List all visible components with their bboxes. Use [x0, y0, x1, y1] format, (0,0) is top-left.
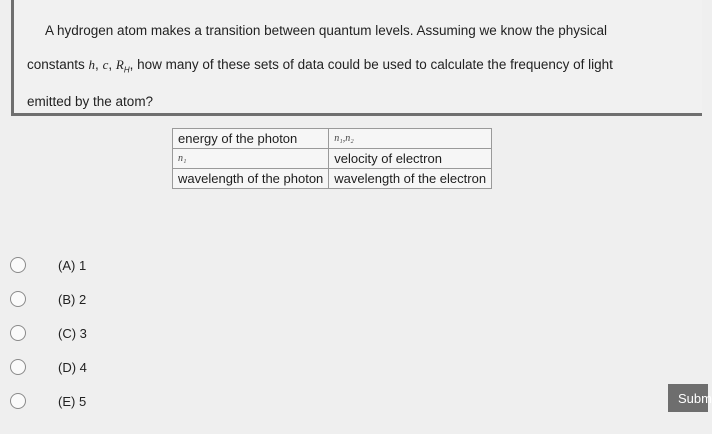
speed-of-light-symbol: c	[102, 57, 109, 72]
planck-constant-symbol: h	[88, 57, 96, 72]
option-d[interactable]	[8, 356, 148, 380]
question-text-prefix: constants	[27, 57, 89, 72]
table-row	[173, 129, 492, 149]
radio-button[interactable]	[10, 359, 26, 375]
question-text-suffix: , how many of these sets of data could be used to calculate the frequency of light	[129, 57, 613, 72]
radio-button[interactable]	[10, 325, 26, 341]
option-label: (A) 1	[58, 258, 87, 273]
option-label: (D) 4	[58, 360, 87, 375]
separator: ,	[95, 57, 103, 72]
table-cell: n₁	[173, 149, 329, 169]
submit-button[interactable]: Subm	[668, 384, 708, 412]
question-text-line-1: A hydrogen atom makes a transition between quantum levels. Assuming we know the physical	[45, 23, 608, 38]
separator: ,	[108, 57, 116, 72]
table-cell: wavelength of the photon	[173, 169, 329, 189]
option-label: (B) 2	[58, 292, 87, 307]
table-row	[173, 149, 492, 169]
option-a[interactable]	[8, 254, 148, 278]
option-e[interactable]	[8, 390, 148, 414]
table-cell: n₁,n₂	[329, 129, 492, 149]
radio-button[interactable]	[10, 393, 26, 409]
option-c[interactable]	[8, 322, 148, 346]
option-label: (C) 3	[58, 326, 87, 341]
data-sets-table	[172, 128, 492, 189]
question-text-line-2	[27, 57, 613, 75]
table-cell: velocity of electron	[329, 149, 492, 169]
option-b[interactable]	[8, 288, 148, 312]
question-text-line-3: emitted by the atom?	[27, 94, 154, 109]
rydberg-constant-symbol: R	[115, 57, 124, 72]
radio-button[interactable]	[10, 257, 26, 273]
table-row	[173, 169, 492, 189]
option-label: (E) 5	[58, 394, 87, 409]
rydberg-subscript: H	[123, 65, 130, 75]
radio-button[interactable]	[10, 291, 26, 307]
table-cell: energy of the photon	[173, 129, 329, 149]
table-cell: wavelength of the electron	[329, 169, 492, 189]
